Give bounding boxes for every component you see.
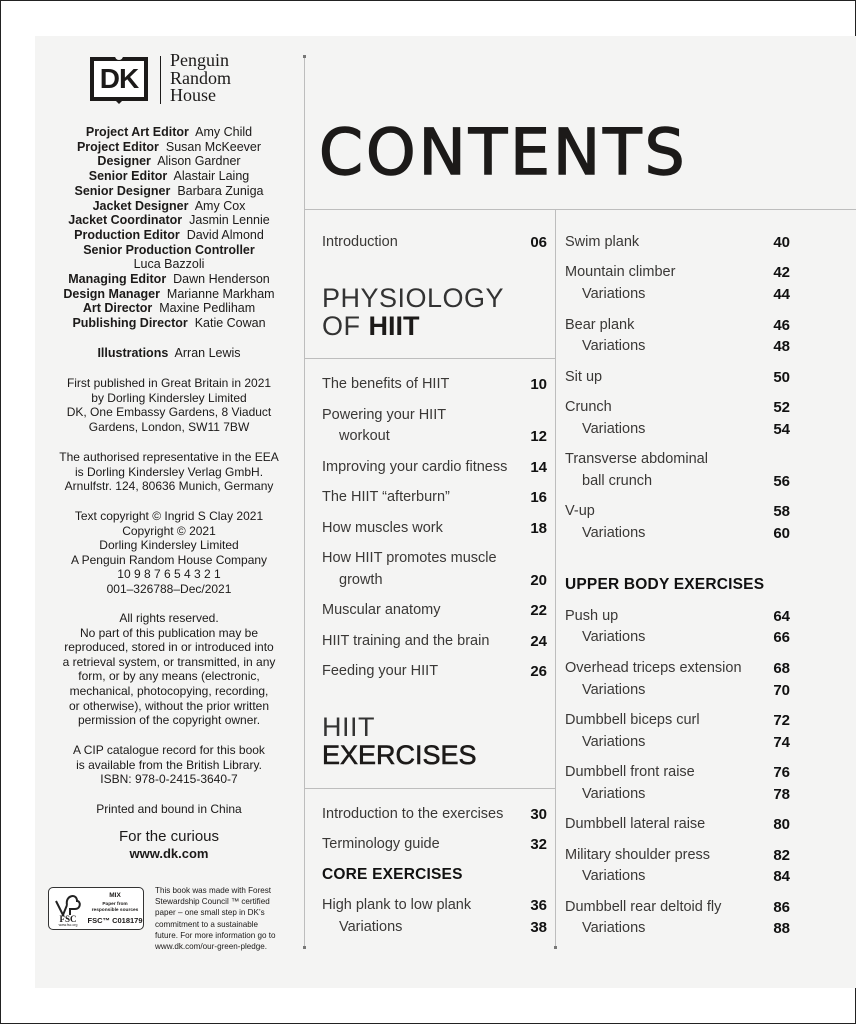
toc-entry-page: 20 xyxy=(530,572,547,589)
toc-entry-title: The HIIT “afterburn” xyxy=(322,489,450,505)
toc-entry-title: The benefits of HIIT xyxy=(322,376,450,392)
toc-entry-title: High plank to low plank xyxy=(322,897,472,913)
toc-entry-page: 12 xyxy=(530,428,547,445)
toc-entry-title: Variations xyxy=(582,734,646,750)
credit-name: Amy Child xyxy=(195,125,253,139)
credit-line xyxy=(35,257,303,272)
isbn: ISBN: 978-0-2415-3640-7 xyxy=(100,772,238,787)
text-line: a retrieval system, or transmitted, in any xyxy=(62,654,276,669)
credit-role: Design Manager xyxy=(63,286,160,301)
text-line: reproduced, stored in or introduced into xyxy=(64,640,274,655)
text-line: form, or by any means (electronic, xyxy=(78,669,260,684)
credit-role: Designer xyxy=(97,154,151,169)
credit-name: Susan McKeever xyxy=(165,139,262,154)
text-line: Stewardship Council ™ certified xyxy=(155,897,270,907)
toc-entry-title: How HIIT promotes muscle xyxy=(322,550,497,566)
toc-entry-page: 58 xyxy=(773,503,790,520)
dk-logo-book-tail xyxy=(113,98,125,104)
credit-name: Barbara Zuniga xyxy=(177,183,264,198)
toc-entry-title: Improving your cardio fitness xyxy=(322,459,508,475)
credit-line xyxy=(35,316,303,331)
toc-entry-title: Dumbbell rear deltoid fly xyxy=(565,899,722,915)
toc-entry-title: Powering your HIIT xyxy=(322,407,447,423)
credit-role: Managing Editor xyxy=(68,272,167,287)
toc-entry-page: 16 xyxy=(530,489,547,506)
credit-role: Jacket Designer xyxy=(92,198,189,213)
text-line: www.dk.com/our-green-pledge. xyxy=(155,942,268,952)
toc-entry-title: Introduction to the exercises xyxy=(322,806,504,822)
tagline: For the curious xyxy=(118,828,220,845)
part-title-bold: EXERCISES xyxy=(322,740,477,770)
credit-name: Marianne Markham xyxy=(166,286,275,301)
part-title-exercises xyxy=(322,713,477,769)
toc-entry-page: 30 xyxy=(530,806,547,823)
part-title-light: HIIT xyxy=(322,712,375,742)
credit-line xyxy=(35,228,303,243)
toc-entry-title: Bear plank xyxy=(565,317,635,333)
text-line: future. For more information go to xyxy=(155,930,276,940)
toc-entry-page: 56 xyxy=(773,473,790,490)
toc-entry-title: Variations xyxy=(582,286,646,302)
toc-entry-title: growth xyxy=(339,572,383,588)
column-divider-left xyxy=(304,56,305,948)
prh-line-3: House xyxy=(170,85,216,105)
text-line: Dorling Kindersley Limited xyxy=(99,538,239,553)
part-title-bold: HIIT xyxy=(368,311,420,341)
credit-name: Amy Cox xyxy=(194,198,246,213)
credit-role: Project Editor xyxy=(76,139,159,154)
toc-entry-title: Crunch xyxy=(565,399,612,415)
text-line: This book was made with Forest xyxy=(155,886,272,895)
toc-entry-title: Dumbbell biceps curl xyxy=(565,712,700,728)
credit-line xyxy=(35,199,303,214)
text-line: by Dorling Kindersley Limited xyxy=(91,390,247,405)
toc-entry-title: Dumbbell front raise xyxy=(565,764,695,780)
credit-name: David Almond xyxy=(186,227,264,242)
credit-line xyxy=(35,125,303,140)
text-line: paper – one small step in DK’s xyxy=(155,908,265,918)
logo-divider xyxy=(160,56,161,104)
toc-entry-title: Mountain climber xyxy=(565,264,676,280)
credit-role: Jacket Coordinator xyxy=(68,213,183,228)
toc-entry-page: 76 xyxy=(773,764,790,781)
toc-entry-page: 50 xyxy=(773,369,790,386)
text-line: commitment to a sustainable xyxy=(155,919,259,929)
credit-line xyxy=(35,154,303,169)
credit-role: Senior Designer xyxy=(74,183,171,198)
fsc-code: FSC™ C018179 xyxy=(87,916,143,925)
toc-entry-page: 10 xyxy=(530,376,547,393)
text-line: Gardens, London, SW11 7BW xyxy=(88,419,250,434)
credit-list xyxy=(35,125,303,331)
toc-entry-title: Overhead triceps extension xyxy=(565,660,742,676)
text-line: permission of the copyright owner. xyxy=(77,713,261,728)
credit-role: Senior Production Controller xyxy=(83,242,255,257)
toc-entry-page: 86 xyxy=(773,899,790,916)
toc-entry-page: 66 xyxy=(773,629,790,646)
toc-entry-page: 74 xyxy=(773,734,790,751)
section-heading-upper-body: UPPER BODY EXERCISES xyxy=(565,576,765,593)
toc-entry-page: 42 xyxy=(773,264,790,281)
rule-tick xyxy=(303,55,306,58)
credit-name: Jasmin Lennie xyxy=(189,213,270,228)
toc-entry-page: 64 xyxy=(773,608,790,625)
toc-entry-page: 18 xyxy=(530,520,547,537)
penguin-random-house-logo xyxy=(170,52,231,105)
credit-role: Project Art Editor xyxy=(85,125,189,139)
credit-role: Art Director xyxy=(82,301,153,316)
copyright-notice xyxy=(35,509,303,597)
credit-role: Senior Editor xyxy=(88,169,168,184)
printed-in xyxy=(35,802,303,817)
fsc-paper-line: responsible sources xyxy=(91,907,139,913)
credit-name: Dawn Henderson xyxy=(173,272,270,287)
credit-name: Luca Bazzoli xyxy=(133,257,205,272)
credit-line xyxy=(35,272,303,287)
toc-entry-page: 68 xyxy=(773,660,790,677)
publisher-logos xyxy=(87,50,267,110)
toc-entry-title: Push up xyxy=(565,608,619,624)
fsc-mix: MIX xyxy=(109,892,121,899)
toc-entry-page: 78 xyxy=(773,786,790,803)
credit-line xyxy=(35,184,303,199)
text-line: The authorised representative in the EEA xyxy=(59,450,279,464)
rights-reserved xyxy=(35,611,303,728)
toc-entry-title: V-up xyxy=(565,503,595,519)
toc-entry-title: Variations xyxy=(582,421,646,437)
fsc-paper xyxy=(85,902,145,913)
toc-entry-title: Variations xyxy=(582,525,646,541)
text-line: Text copyright © Ingrid S Clay 2021 xyxy=(74,509,264,523)
toc-entry-page: 70 xyxy=(773,682,790,699)
fsc-site: www.fsc.org xyxy=(58,923,78,927)
text-line: 001–326788–Dec/2021 xyxy=(106,581,232,596)
rule-tick xyxy=(303,946,306,949)
credit-line xyxy=(35,301,303,316)
credit-name: Alison Gardner xyxy=(157,154,241,169)
toc-entry-page: 52 xyxy=(773,399,790,416)
toc-entry-page: 44 xyxy=(773,286,790,303)
toc-entry-page: 26 xyxy=(530,663,547,680)
toc-entry-page: 84 xyxy=(773,868,790,885)
text-line: Copyright © 2021 xyxy=(122,523,216,538)
toc-entry-title: Introduction xyxy=(322,234,398,250)
text-line: Printed and bound in China xyxy=(96,802,242,816)
toc-entry-page: 38 xyxy=(530,919,547,936)
toc-entry-page: 80 xyxy=(773,816,790,833)
toc-entry-title: Variations xyxy=(582,868,646,884)
toc-entry-page: 06 xyxy=(530,234,547,251)
column-divider-middle xyxy=(555,209,556,948)
toc-entry-page: 24 xyxy=(530,633,547,650)
toc-entry-title: Variations xyxy=(582,920,646,936)
text-line: is Dorling Kindersley Verlag GmbH. xyxy=(74,464,264,479)
toc-entry-page: 88 xyxy=(773,920,790,937)
credit-line xyxy=(35,140,303,155)
cip-record xyxy=(35,743,303,787)
book-page xyxy=(35,36,856,988)
prh-line-1: Penguin xyxy=(170,50,230,70)
toc-entry-title: How muscles work xyxy=(322,520,443,536)
toc-entry-title: Military shoulder press xyxy=(565,847,711,863)
toc-entry-page: 54 xyxy=(773,421,790,438)
fsc-label: FSC xyxy=(59,914,77,924)
toc-entry-page: 14 xyxy=(530,459,547,476)
toc-entry-title: Dumbbell lateral raise xyxy=(565,816,706,832)
toc-entry-title: Feeding your HIIT xyxy=(322,663,439,679)
illustrations-credit xyxy=(35,346,303,360)
section-heading-core: CORE EXERCISES xyxy=(322,866,463,883)
toc-entry-title: Variations xyxy=(582,338,646,354)
website-link[interactable]: www.dk.com xyxy=(129,846,209,861)
contents-column-1 xyxy=(322,36,547,988)
toc-entry-title: Variations xyxy=(582,682,646,698)
toc-entry-page: 48 xyxy=(773,338,790,355)
credit-line xyxy=(35,169,303,184)
toc-entry-title: HIIT training and the brain xyxy=(322,633,490,649)
part-title-physiology xyxy=(322,284,504,340)
fsc-paper-line: Paper from xyxy=(102,902,128,907)
text-line: is available from the British Library. xyxy=(76,757,262,772)
text-line: mechanical, photocopying, recording, xyxy=(69,683,269,698)
text-line: 10 9 8 7 6 5 4 3 2 1 xyxy=(117,567,221,582)
credit-name: Katie Cowan xyxy=(194,316,266,331)
credit-line xyxy=(35,287,303,302)
toc-entry-page: 36 xyxy=(530,897,547,914)
text-line: All rights reserved. xyxy=(119,611,219,625)
fsc-logo xyxy=(48,887,144,930)
credit-name: Arran Lewis xyxy=(174,346,241,360)
toc-entry-title: ball crunch xyxy=(582,473,653,489)
toc-entry-title: Swim plank xyxy=(565,234,640,250)
toc-entry-page: 40 xyxy=(773,234,790,251)
text-line: or otherwise), without the prior written xyxy=(68,698,270,713)
part-title-light: PHYSIOLOGY xyxy=(322,283,505,313)
credit-line xyxy=(35,243,303,258)
eea-representative xyxy=(35,450,303,494)
prh-line-2: Random xyxy=(170,67,231,88)
credit-name: Alastair Laing xyxy=(173,169,250,184)
toc-entry-title: Sit up xyxy=(565,369,603,385)
credit-role: Production Editor xyxy=(74,227,180,242)
toc-entry-page: 46 xyxy=(773,317,790,334)
toc-entry-title: Terminology guide xyxy=(322,836,440,852)
toc-entry-page: 22 xyxy=(530,602,547,619)
publication-info xyxy=(35,376,303,434)
fsc-statement xyxy=(155,885,305,952)
text-line: A Penguin Random House Company xyxy=(70,552,268,567)
text-line: DK, One Embassy Gardens, 8 Viaduct xyxy=(66,405,272,420)
toc-entry-title: Variations xyxy=(339,919,403,935)
toc-entry-page: 60 xyxy=(773,525,790,542)
page-title: CONTENTS xyxy=(319,116,688,189)
toc-entry-title: Muscular anatomy xyxy=(322,602,441,618)
credit-line xyxy=(35,213,303,228)
text-line: First published in Great Britain in 2021 xyxy=(66,376,272,390)
text-line: Arnulfstr. 124, 80636 Munich, Germany xyxy=(64,479,274,494)
credit-role: Publishing Director xyxy=(72,316,188,331)
toc-entry-title: Variations xyxy=(582,786,646,802)
toc-entry-page: 82 xyxy=(773,847,790,864)
toc-entry-page: 32 xyxy=(530,836,547,853)
part-title-light: OF xyxy=(322,311,369,341)
toc-entry-title: Variations xyxy=(582,629,646,645)
dk-logo: DK xyxy=(90,57,148,101)
credit-name: Maxine Pedliham xyxy=(159,301,256,316)
toc-entry-title: Transverse abdominal xyxy=(565,451,708,467)
toc-entry-page: 72 xyxy=(773,712,790,729)
contents-column-2 xyxy=(565,36,790,988)
rule-tick xyxy=(554,946,557,949)
text-line: A CIP catalogue record for this book xyxy=(73,743,265,757)
credit-role: Illustrations xyxy=(97,346,169,360)
text-line: No part of this publication may be xyxy=(79,625,259,640)
toc-entry-title: workout xyxy=(339,428,390,444)
